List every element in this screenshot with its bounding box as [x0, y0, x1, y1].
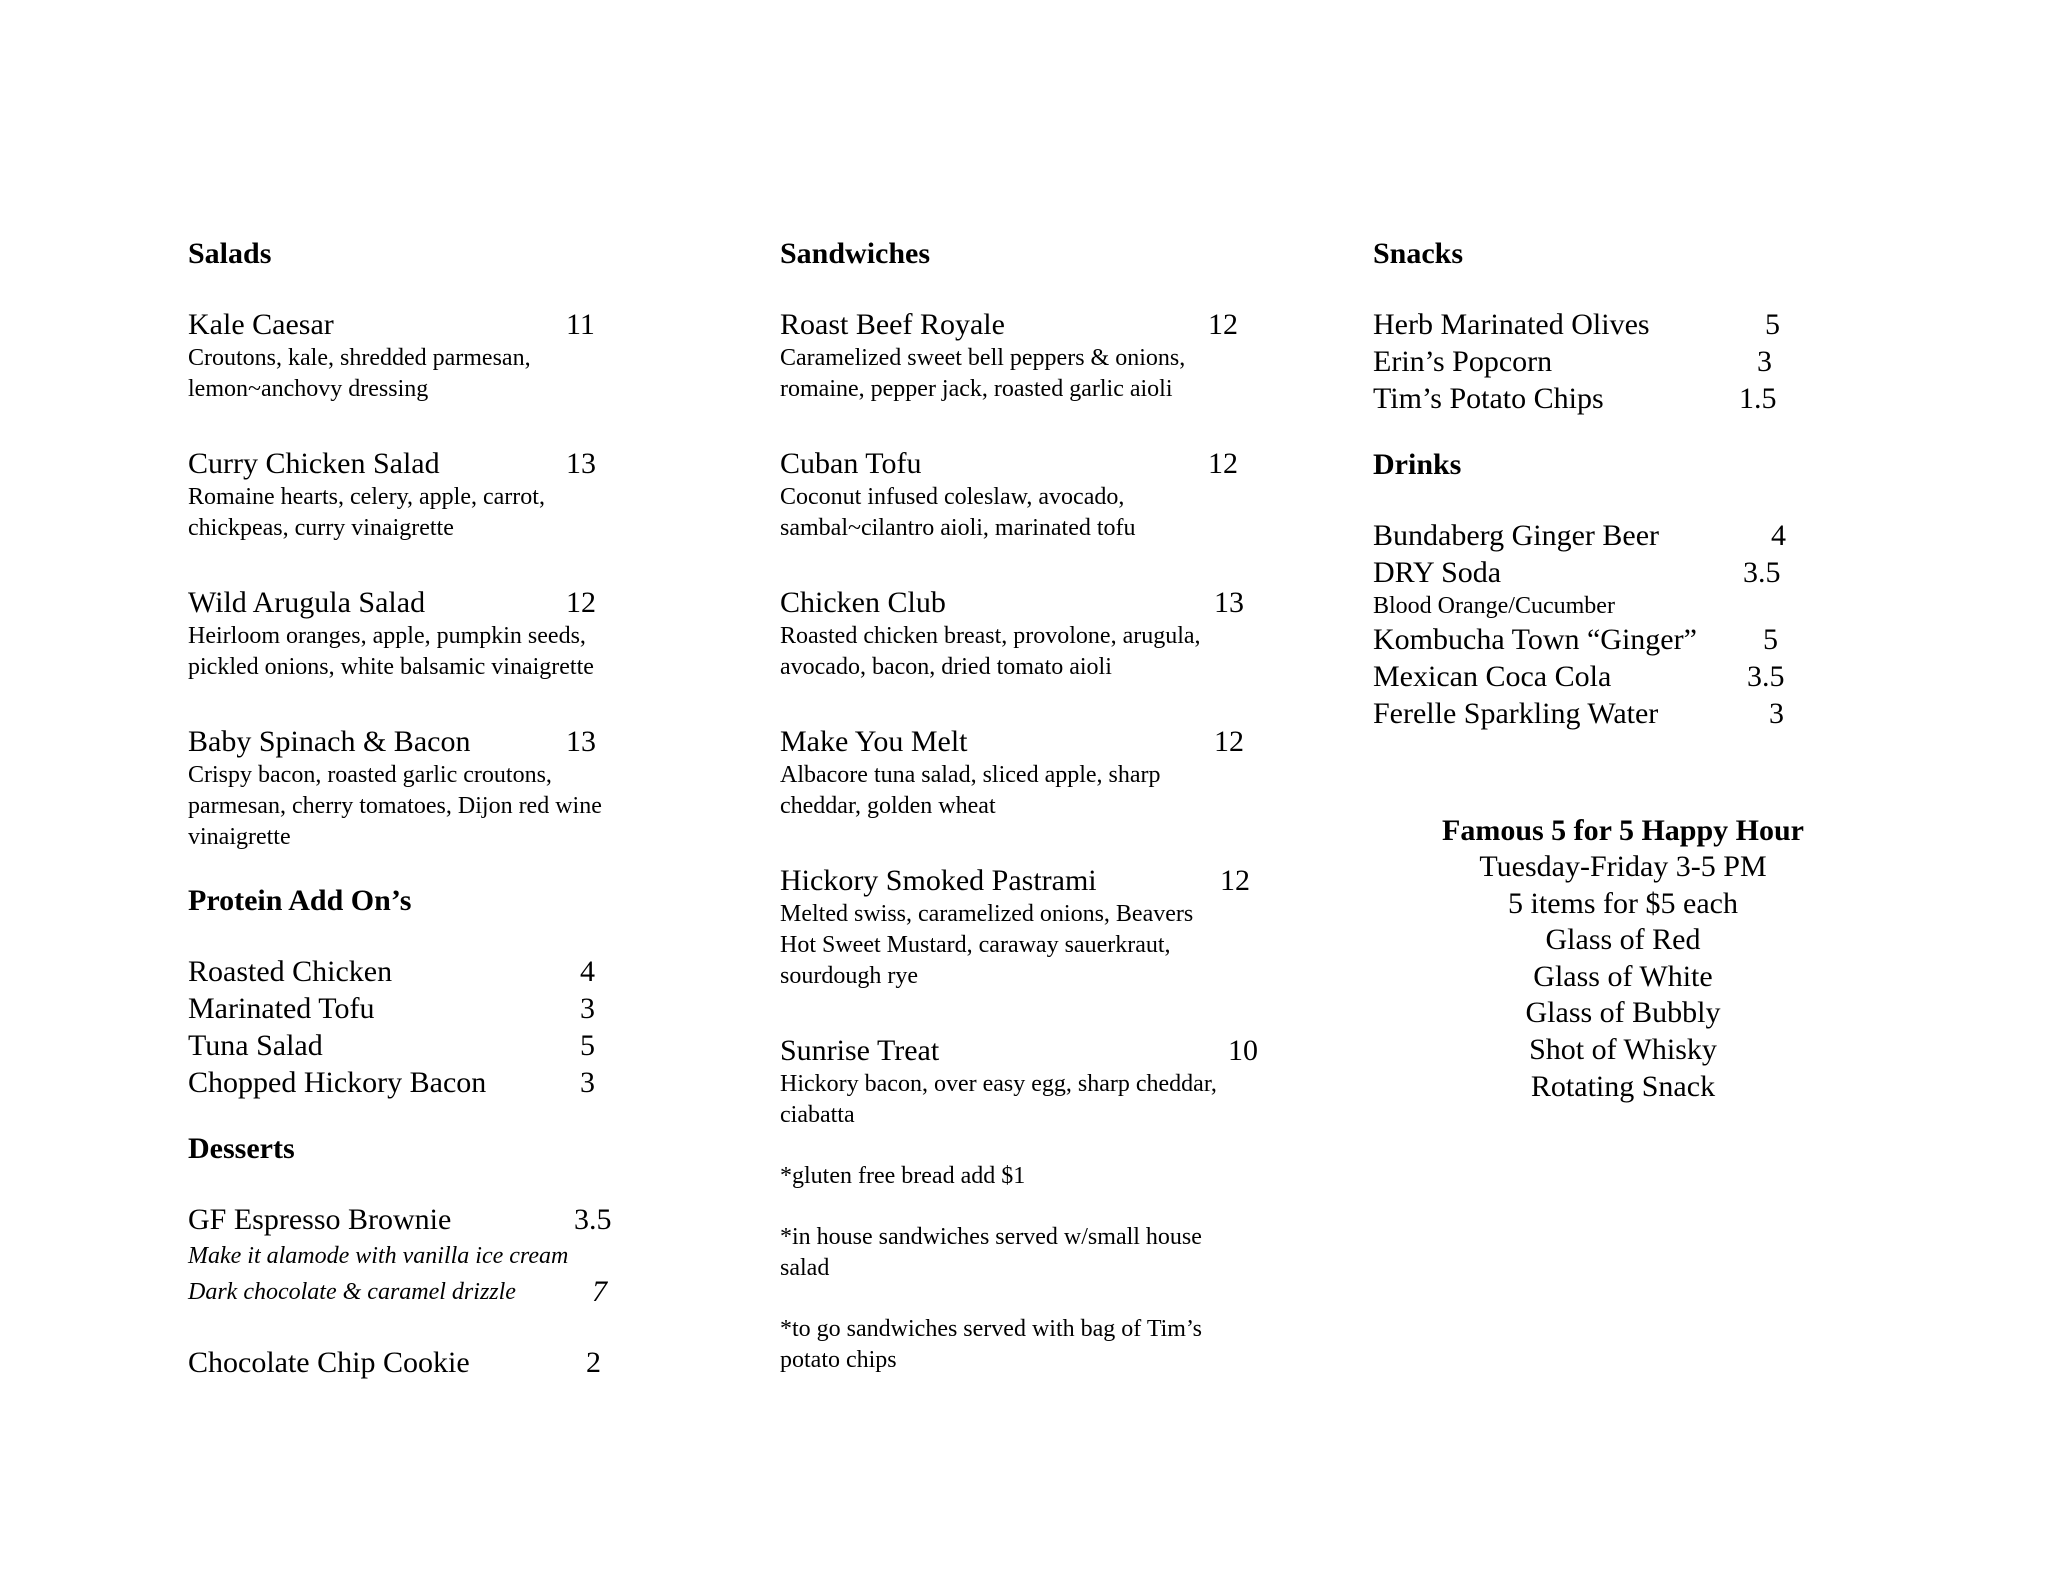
item-price: 12 [1208, 447, 1238, 480]
list-item: Roasted Chicken 4 [188, 955, 595, 988]
item-description: Coconut infused coleslaw, avocado, sambal~cilantro aioli, marinated tofu [780, 484, 1136, 541]
dessert-cookie [188, 1344, 708, 1381]
item-description: Caramelized sweet bell peppers & onions, romaine, pepper jack, roasted garlic aioli [780, 345, 1186, 402]
item-price: 11 [566, 308, 595, 341]
item-description: Melted swiss, caramelized onions, Beavers Hot Sweet Mustard, caraway sauerkraut, sourdough rye [780, 901, 1194, 989]
item-name: Baby Spinach & Bacon [188, 725, 471, 758]
menu-column-left [188, 232, 708, 1381]
dry-flavors: Blood Orange/Cucumber [1373, 593, 1615, 619]
item-name: Roast Beef Royale [780, 308, 1005, 341]
menu-item [780, 445, 1300, 544]
happy-hour-line: Glass of Red [1545, 923, 1701, 957]
list-item: Erin’s Popcorn 3 [1373, 345, 1772, 378]
item-description: Hickory bacon, over easy egg, sharp cheddar, ciabatta [780, 1071, 1217, 1128]
item-name: Cuban Tofu [780, 447, 922, 480]
item-price: 13 [1214, 586, 1244, 619]
item-price: 12 [1220, 864, 1250, 897]
item-description: Heirloom oranges, apple, pumpkin seeds, pickled onions, white balsamic vinaigrette [188, 623, 594, 680]
list-item: Tuna Salad 5 [188, 1029, 595, 1062]
item-name: Chicken Club [780, 586, 946, 619]
list-item: Chopped Hickory Bacon 3 [188, 1066, 595, 1099]
menu-item [188, 306, 708, 405]
list-item: Herb Marinated Olives 5 [1373, 308, 1780, 341]
list-item: Bundaberg Ginger Beer 4 [1373, 519, 1786, 552]
drinks-list [1373, 517, 1893, 732]
snacks-list [1373, 306, 1893, 417]
list-item: Kombucha Town “Ginger” 5 [1373, 623, 1778, 656]
menu-column-middle [780, 232, 1300, 1406]
item-price: 13 [566, 725, 596, 758]
item-price: 2 [586, 1346, 601, 1379]
section-heading-desserts: Desserts [188, 1132, 295, 1165]
happy-hour-line: Shot of Whisky [1529, 1032, 1717, 1066]
drizzle-note: Dark chocolate & caramel drizzle 7 [188, 1275, 607, 1308]
happy-hour-line: Rotating Snack [1530, 1069, 1716, 1103]
item-description: Roasted chicken breast, provolone, arugula, avocado, bacon, dried tomato aioli [780, 623, 1201, 680]
dessert-brownie [188, 1201, 708, 1310]
happy-hour-line: Tuesday-Friday 3-5 PM [1479, 850, 1767, 883]
sandwich-note: *gluten free bread add $1 [780, 1163, 1026, 1189]
item-price: 12 [566, 586, 596, 619]
item-price: 12 [1208, 308, 1238, 341]
list-item: Ferelle Sparkling Water 3 [1373, 697, 1784, 730]
item-price: 3.5 [574, 1203, 612, 1236]
happy-hour-line: 5 items for $5 each [1508, 886, 1738, 920]
item-price: 10 [1228, 1034, 1258, 1067]
alamode-note: Make it alamode with vanilla ice cream [188, 1243, 569, 1269]
menu-item [780, 862, 1300, 992]
happy-hour-line: Glass of Bubbly [1525, 996, 1721, 1030]
menu-item [780, 306, 1300, 405]
item-price: 13 [566, 447, 596, 480]
item-description: Croutons, kale, shredded parmesan, lemon~anchovy dressing [188, 345, 531, 402]
section-heading-sandwiches: Sandwiches [780, 237, 931, 270]
menu-column-right [1373, 232, 1893, 732]
list-item: Marinated Tofu 3 [188, 992, 595, 1025]
section-heading-salads: Salads [188, 237, 272, 270]
menu-item [780, 584, 1300, 683]
happy-hour-box [1373, 812, 1873, 1105]
item-name: GF Espresso Brownie [188, 1203, 452, 1236]
item-name: Hickory Smoked Pastrami [780, 864, 1097, 897]
section-heading-snacks: Snacks [1373, 237, 1464, 270]
list-item: DRY Soda 3.5 [1373, 556, 1781, 589]
item-description: Albacore tuna salad, sliced apple, sharp cheddar, golden wheat [780, 762, 1161, 819]
happy-hour-title: Famous 5 for 5 Happy Hour [1442, 814, 1804, 847]
item-name: Kale Caesar [188, 308, 334, 341]
menu-item [780, 1032, 1300, 1131]
item-name: Wild Arugula Salad [188, 586, 426, 619]
list-item: Mexican Coca Cola 3.5 [1373, 660, 1785, 693]
menu-item [188, 445, 708, 544]
item-name: Make You Melt [780, 725, 968, 758]
menu-item [188, 723, 708, 853]
item-description: Crispy bacon, roasted garlic croutons, parmesan, cherry tomatoes, Dijon red wine vinaigrette [188, 762, 602, 850]
item-name: Sunrise Treat [780, 1034, 940, 1067]
section-heading-drinks: Drinks [1373, 448, 1462, 481]
item-name: Chocolate Chip Cookie [188, 1346, 470, 1379]
list-item: Tim’s Potato Chips 1.5 [1373, 382, 1777, 415]
item-description: Romaine hearts, celery, apple, carrot, chickpeas, curry vinaigrette [188, 484, 545, 541]
menu-item [780, 723, 1300, 822]
menu-item [188, 584, 708, 683]
happy-hour-line: Glass of White [1533, 959, 1713, 993]
sandwich-note: *to go sandwiches served with bag of Tim’s potato chips [780, 1316, 1202, 1373]
sandwich-note: *in house sandwiches served w/small house salad [780, 1224, 1202, 1281]
section-heading-protein: Protein Add On’s [188, 884, 412, 917]
item-price: 12 [1214, 725, 1244, 758]
item-name: Curry Chicken Salad [188, 447, 440, 480]
protein-list [188, 953, 708, 1101]
